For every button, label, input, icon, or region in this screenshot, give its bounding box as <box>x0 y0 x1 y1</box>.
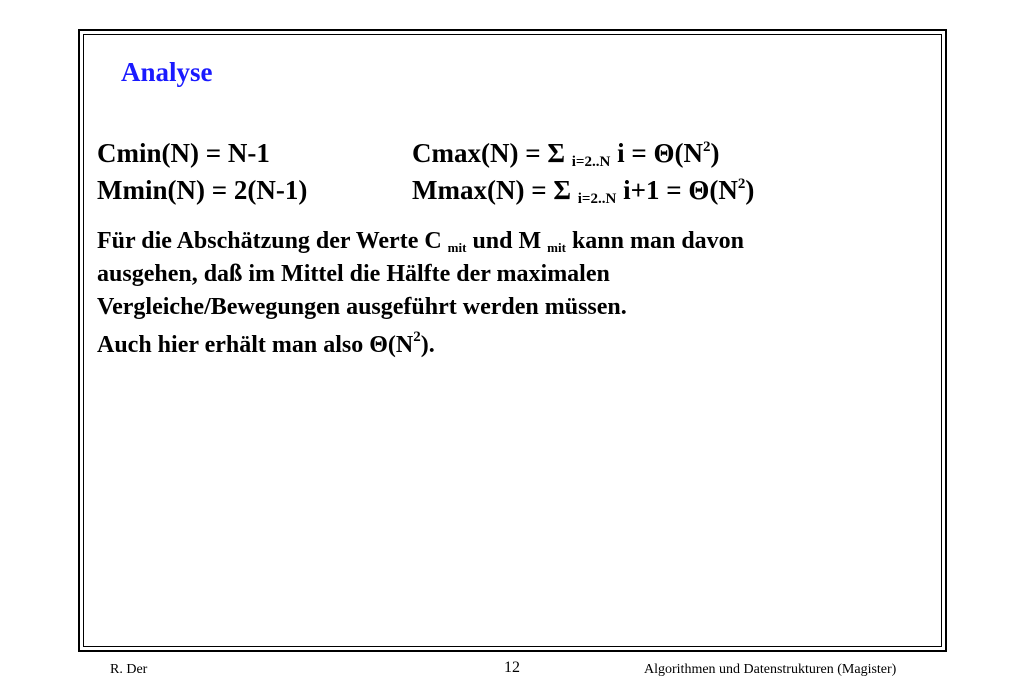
cmax-formula <box>412 140 719 170</box>
mmax-subscript: i=2..N <box>577 191 617 207</box>
m-mit-subscript: mit <box>547 240 566 255</box>
cmax-middle: i = Θ(N <box>610 138 703 168</box>
cmin-text: Cmin(N) = N-1 <box>97 138 270 168</box>
paragraph-line-4 <box>97 330 435 357</box>
line4-superscript: 2 <box>413 329 421 345</box>
c-mit-subscript: mit <box>447 240 467 255</box>
mmax-end: ) <box>745 175 755 205</box>
footer-course: Algorithmen und Datenstrukturen (Magister) <box>644 662 897 677</box>
paragraph-line-3: Vergleiche/Bewegungen ausgeführt werden müssen. <box>97 294 627 320</box>
mmin-text: Mmin(N) = 2(N-1) <box>97 175 308 205</box>
line1-part-c: kann man davon <box>565 228 745 254</box>
mmax-superscript: 2 <box>737 176 746 192</box>
mmax-middle: i+1 = Θ(N <box>616 175 738 205</box>
cmax-superscript: 2 <box>702 139 711 155</box>
cmin-formula <box>97 140 270 167</box>
mmax-formula <box>412 177 754 207</box>
cmax-subscript: i=2..N <box>571 154 611 170</box>
line4-part-a: Auch hier erhält man also Θ(N <box>97 332 414 358</box>
paragraph-line-1 <box>97 229 744 254</box>
mmax-prefix: Mmax(N) = Σ <box>412 175 578 205</box>
cmax-prefix: Cmax(N) = Σ <box>412 138 572 168</box>
paragraph-line-2: ausgehen, daß im Mittel die Hälfte der maximalen <box>97 261 610 287</box>
line1-part-b: und M <box>466 228 548 254</box>
line4-part-b: ). <box>420 332 435 358</box>
slide-title: Analyse <box>121 57 213 87</box>
line1-part-a: Für die Abschätzung der Werte C <box>97 228 448 254</box>
footer-page-number: 12 <box>504 659 520 676</box>
footer-author: R. Der <box>110 662 148 677</box>
cmax-end: ) <box>710 138 720 168</box>
mmin-formula <box>97 177 307 204</box>
